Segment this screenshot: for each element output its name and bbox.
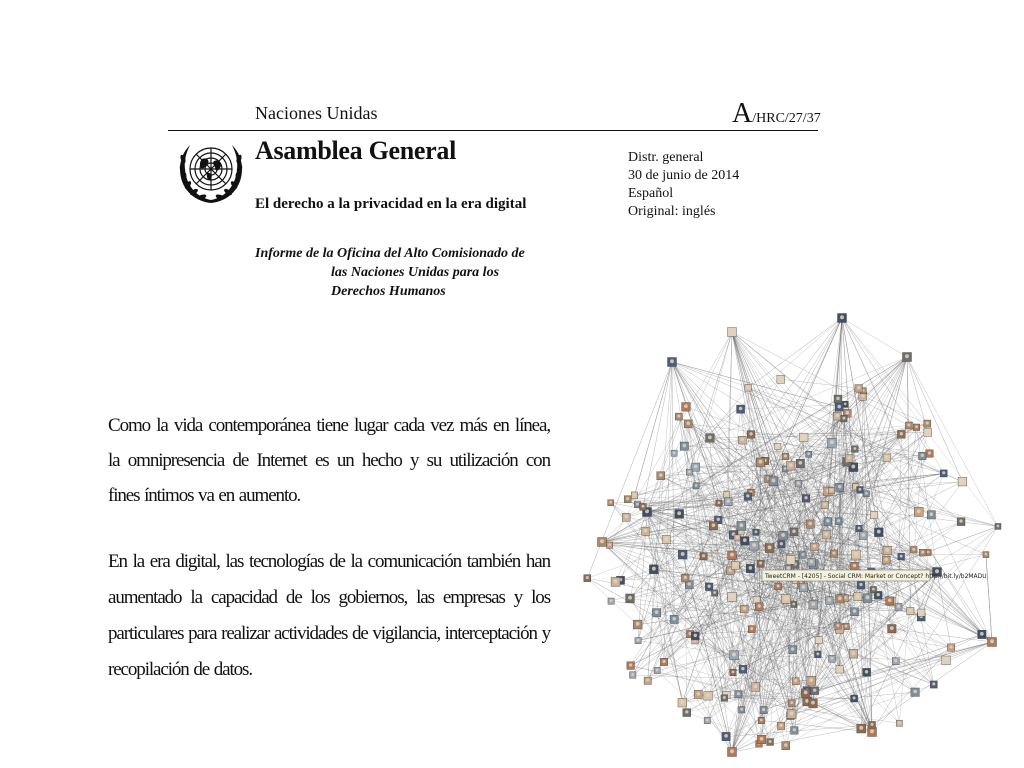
network-node-avatar	[852, 446, 859, 453]
network-node-avatar	[903, 353, 912, 362]
network-node-avatar	[769, 477, 778, 486]
network-node-avatar	[640, 503, 647, 510]
network-node-avatar	[660, 658, 667, 665]
network-node-avatar	[942, 656, 951, 665]
network-node-avatar	[704, 717, 710, 723]
network-node-avatar	[775, 443, 781, 449]
network-node-avatar	[791, 727, 799, 735]
network-node-avatar	[730, 651, 739, 660]
network-node-avatar	[678, 698, 687, 707]
network-node-avatar	[779, 531, 788, 540]
network-node-avatar	[724, 492, 730, 498]
network-node-avatar	[883, 546, 891, 554]
network-node-avatar	[652, 609, 660, 617]
network-node-avatar	[748, 626, 755, 633]
network-node-avatar	[841, 415, 848, 422]
network-edge	[842, 318, 907, 357]
network-node-avatar	[598, 538, 607, 547]
network-node-avatar	[828, 487, 834, 493]
network-node-avatar	[675, 509, 684, 518]
network-node-avatar	[757, 560, 764, 567]
network-node-avatar	[706, 434, 715, 443]
network-node-avatar	[739, 665, 747, 673]
network-node-avatar	[728, 592, 737, 601]
network-node-avatar	[814, 651, 821, 658]
network-node-avatar	[809, 699, 818, 708]
paragraph-1: Como la vida contemporánea tiene lugar cada vez más en línea, la omnipresencia de Internet es un hecho y su utilización con fines íntimos va en aumento.	[108, 415, 550, 506]
network-node-avatar	[863, 668, 871, 676]
network-node-avatar	[807, 676, 816, 685]
network-node-avatar	[796, 459, 804, 467]
network-tooltip-text: TweetCRM - [4205] - Social CRM: Market or Concept? http://bit.ly/b2MADU	[765, 573, 987, 580]
network-node-avatar	[737, 521, 746, 530]
network-node-avatar	[731, 561, 739, 569]
network-node-avatar	[836, 595, 844, 603]
network-node-avatar	[721, 695, 728, 702]
network-node-avatar	[791, 601, 797, 607]
network-node-avatar	[787, 710, 796, 719]
network-node-avatar	[919, 452, 927, 460]
network-edge	[807, 692, 915, 701]
network-node-avatar	[851, 550, 860, 559]
network-node-avatar	[995, 523, 1001, 529]
network-node-avatar	[744, 493, 752, 501]
network-node-avatar	[857, 724, 866, 733]
network-node-avatar	[728, 328, 737, 337]
network-node-avatar	[857, 581, 865, 589]
network-node-avatar	[738, 436, 746, 444]
network-node-avatar	[799, 583, 808, 592]
network-edge	[907, 357, 998, 526]
network-node-avatar	[827, 438, 836, 447]
network-edge	[887, 551, 992, 642]
network-node-avatar	[868, 728, 877, 737]
network-node-avatar	[724, 498, 732, 506]
network-edge	[666, 540, 732, 752]
paragraph-2: En la era digital, las tecnologías de la comunicación también han aumentado la capacidad de los gobiernos, las empresas y los particulares para realizar actividades de vigilancia, interceptación y recopilación de datos.	[108, 551, 550, 680]
network-node-avatar	[892, 658, 899, 665]
network-node-avatar	[829, 655, 836, 662]
assembly-title: Asamblea General	[255, 136, 457, 165]
network-node-avatar	[778, 541, 785, 548]
network-node-avatar	[782, 594, 791, 603]
network-node-avatar	[681, 574, 689, 582]
network-edge	[748, 318, 842, 388]
network-node-avatar	[760, 706, 767, 713]
network-node-avatar	[786, 555, 795, 564]
network-node-avatar	[927, 511, 935, 519]
organization-name: Naciones Unidas	[255, 103, 378, 123]
network-node-avatar	[795, 480, 802, 487]
network-node-avatar	[675, 413, 682, 420]
network-node-avatar	[767, 739, 774, 746]
network-node-avatar	[782, 453, 789, 460]
network-node-avatar	[735, 691, 742, 698]
network-node-avatar	[845, 455, 853, 463]
network-node-avatar	[806, 451, 812, 457]
network-edge	[684, 379, 780, 446]
network-node-avatar	[913, 424, 920, 431]
network-node-avatar	[750, 541, 759, 550]
network-node-avatar	[746, 564, 754, 572]
distribution-date: 30 de junio de 2014	[628, 168, 740, 183]
network-node-avatar	[914, 507, 923, 516]
distribution-info	[628, 149, 739, 221]
network-node-avatar	[983, 552, 989, 558]
network-node-avatar	[737, 405, 745, 413]
network-edge	[635, 362, 672, 495]
network-edge	[657, 670, 726, 736]
network-node-avatar	[863, 491, 869, 497]
network-graph-svg	[572, 312, 1024, 768]
network-node-avatar	[671, 450, 677, 456]
network-node-avatar	[822, 531, 830, 539]
network-node-avatar	[747, 431, 755, 439]
network-node-avatar	[883, 454, 890, 461]
network-node-avatar	[757, 735, 766, 744]
network-node-avatar	[728, 748, 737, 757]
network-node-avatar	[788, 700, 795, 707]
network-node-avatar	[888, 625, 896, 633]
network-node-avatar	[896, 720, 902, 726]
network-node-avatar	[745, 384, 752, 391]
network-node-avatar	[897, 430, 905, 438]
network-node-avatar	[926, 450, 933, 457]
network-node-avatar	[800, 433, 808, 441]
network-node-avatar	[716, 500, 722, 506]
network-node-avatar	[670, 615, 678, 623]
network-node-avatar	[958, 477, 967, 486]
document-symbol-code: /HRC/27/37	[752, 111, 821, 126]
network-node-avatar	[870, 511, 877, 518]
network-node-avatar	[692, 463, 700, 471]
network-node-avatar	[756, 458, 765, 467]
network-node-avatar	[792, 678, 799, 685]
network-node-avatar	[622, 513, 630, 521]
network-node-avatar	[830, 550, 837, 557]
network-node-avatar	[835, 518, 842, 525]
network-node-avatar	[824, 518, 832, 526]
network-node-avatar	[911, 688, 919, 696]
network-node-avatar	[838, 314, 847, 323]
network-node-avatar	[734, 535, 740, 541]
network-node-avatar	[835, 623, 841, 629]
network-node-avatar	[627, 662, 635, 670]
network-node-avatar	[919, 549, 926, 556]
document-symbol	[732, 98, 821, 130]
network-node-avatar	[836, 666, 843, 673]
network-edge	[791, 466, 998, 527]
network-node-avatar	[924, 429, 932, 437]
header-divider	[168, 130, 818, 131]
network-node-avatar	[907, 607, 914, 614]
network-node-avatar	[849, 649, 858, 658]
network-node-avatar	[684, 420, 692, 428]
network-node-avatar	[895, 603, 902, 610]
network-edge	[741, 404, 846, 409]
network-node-avatar	[790, 528, 798, 536]
network-node-avatar	[863, 594, 872, 603]
network-node-avatar	[765, 544, 774, 553]
network-node-avatar	[691, 632, 699, 640]
network-node-avatar	[809, 600, 818, 609]
network-node-avatar	[851, 562, 859, 570]
network-node-avatar	[806, 520, 814, 528]
network-node-avatar	[775, 583, 782, 590]
network-edge	[907, 357, 962, 482]
network-node-avatar	[786, 461, 795, 470]
network-node-avatar	[758, 717, 764, 723]
network-tooltip	[762, 570, 987, 581]
network-node-avatar	[800, 552, 807, 559]
network-node-avatar	[654, 667, 660, 673]
network-node-avatar	[680, 442, 688, 450]
document-symbol-letter: A	[732, 98, 753, 129]
report-author-line-3: Derechos Humanos	[331, 284, 446, 299]
network-node-avatar	[730, 669, 737, 676]
network-edge	[647, 407, 686, 512]
network-node-avatar	[678, 550, 687, 559]
report-author	[255, 244, 555, 301]
network-node-avatar	[630, 672, 636, 678]
network-node-avatar	[802, 495, 810, 503]
network-node-avatar	[834, 395, 842, 403]
network-node-avatar	[693, 483, 699, 489]
network-node-avatar	[821, 501, 828, 508]
distribution-type: Distr. general	[628, 150, 704, 165]
network-node-avatar	[836, 483, 844, 491]
network-node-avatar	[835, 403, 843, 411]
network-node-avatar	[882, 556, 890, 564]
network-node-avatar	[978, 630, 986, 638]
network-node-avatar	[608, 598, 614, 604]
social-network-graph	[572, 312, 1024, 768]
network-node-avatar	[683, 709, 691, 717]
document-title: El derecho a la privacidad en la era digital	[255, 196, 527, 212]
report-author-line-1: Informe de la Oficina del Alto Comisionado de	[255, 246, 525, 261]
network-node-avatar	[857, 487, 864, 494]
network-node-avatar	[825, 597, 833, 605]
network-node-avatar	[668, 358, 677, 367]
network-node-avatar	[704, 692, 713, 701]
network-node-avatar	[808, 558, 816, 566]
network-node-avatar	[905, 422, 912, 429]
network-node-avatar	[700, 553, 707, 560]
network-node-avatar	[870, 587, 876, 593]
network-node-avatar	[930, 681, 937, 688]
network-node-avatar	[855, 385, 863, 393]
network-edge	[986, 555, 992, 642]
network-node-avatar	[644, 677, 651, 684]
network-node-avatar	[740, 605, 748, 613]
network-node-avatar	[642, 527, 650, 535]
network-node-avatar	[801, 689, 810, 698]
network-node-avatar	[682, 403, 691, 412]
network-node-avatar	[874, 528, 883, 537]
network-node-avatar	[940, 470, 947, 477]
network-node-avatar	[728, 551, 737, 560]
network-node-avatar	[947, 644, 954, 651]
network-node-avatar	[753, 529, 759, 535]
report-author-line-2: las Naciones Unidas para los	[331, 265, 500, 280]
network-node-avatar	[856, 525, 863, 532]
network-node-avatar	[631, 492, 638, 499]
network-node-avatar	[705, 583, 713, 591]
network-node-avatar	[815, 637, 822, 644]
network-node-avatar	[722, 732, 730, 740]
network-node-avatar	[851, 695, 858, 702]
network-node-avatar	[811, 687, 819, 695]
network-node-avatar	[686, 469, 692, 475]
network-node-avatar	[924, 420, 931, 427]
un-emblem-icon	[174, 137, 248, 209]
network-node-avatar	[738, 707, 744, 713]
network-node-avatar	[782, 742, 790, 750]
network-node-avatar	[657, 472, 665, 480]
network-edge	[874, 515, 934, 685]
network-node-avatar	[662, 535, 670, 543]
network-edge	[813, 605, 934, 685]
distribution-original: Original: inglés	[628, 204, 716, 219]
network-node-avatar	[854, 593, 862, 601]
network-node-avatar	[777, 722, 784, 729]
network-node-avatar	[789, 646, 797, 654]
network-node-avatar	[886, 597, 894, 605]
network-node-avatar	[957, 518, 965, 526]
network-node-avatar	[709, 522, 717, 530]
network-node-avatar	[777, 375, 785, 383]
network-node-avatar	[988, 638, 997, 647]
network-node-avatar	[751, 683, 760, 692]
network-edge	[809, 357, 907, 454]
network-node-avatar	[624, 496, 631, 503]
network-node-avatar	[626, 594, 635, 603]
network-node-avatar	[755, 603, 763, 611]
network-node-avatar	[694, 690, 702, 698]
network-node-avatar	[918, 609, 925, 616]
network-node-avatar	[649, 565, 658, 574]
network-node-avatar	[869, 721, 876, 728]
network-edge	[631, 666, 872, 725]
distribution-language: Español	[628, 186, 674, 201]
network-node-avatar	[910, 546, 917, 553]
network-node-avatar	[584, 575, 591, 582]
network-node-avatar	[606, 542, 612, 548]
network-node-avatar	[859, 532, 867, 540]
network-node-avatar	[851, 608, 859, 616]
network-node-avatar	[711, 590, 717, 596]
network-node-avatar	[611, 577, 620, 586]
network-node-avatar	[608, 500, 614, 506]
network-node-avatar	[741, 537, 749, 545]
network-node-avatar	[633, 620, 642, 629]
network-node-avatar	[811, 543, 819, 551]
network-node-avatar	[833, 412, 841, 420]
network-node-avatar	[898, 553, 905, 560]
network-node-avatar	[635, 638, 641, 644]
